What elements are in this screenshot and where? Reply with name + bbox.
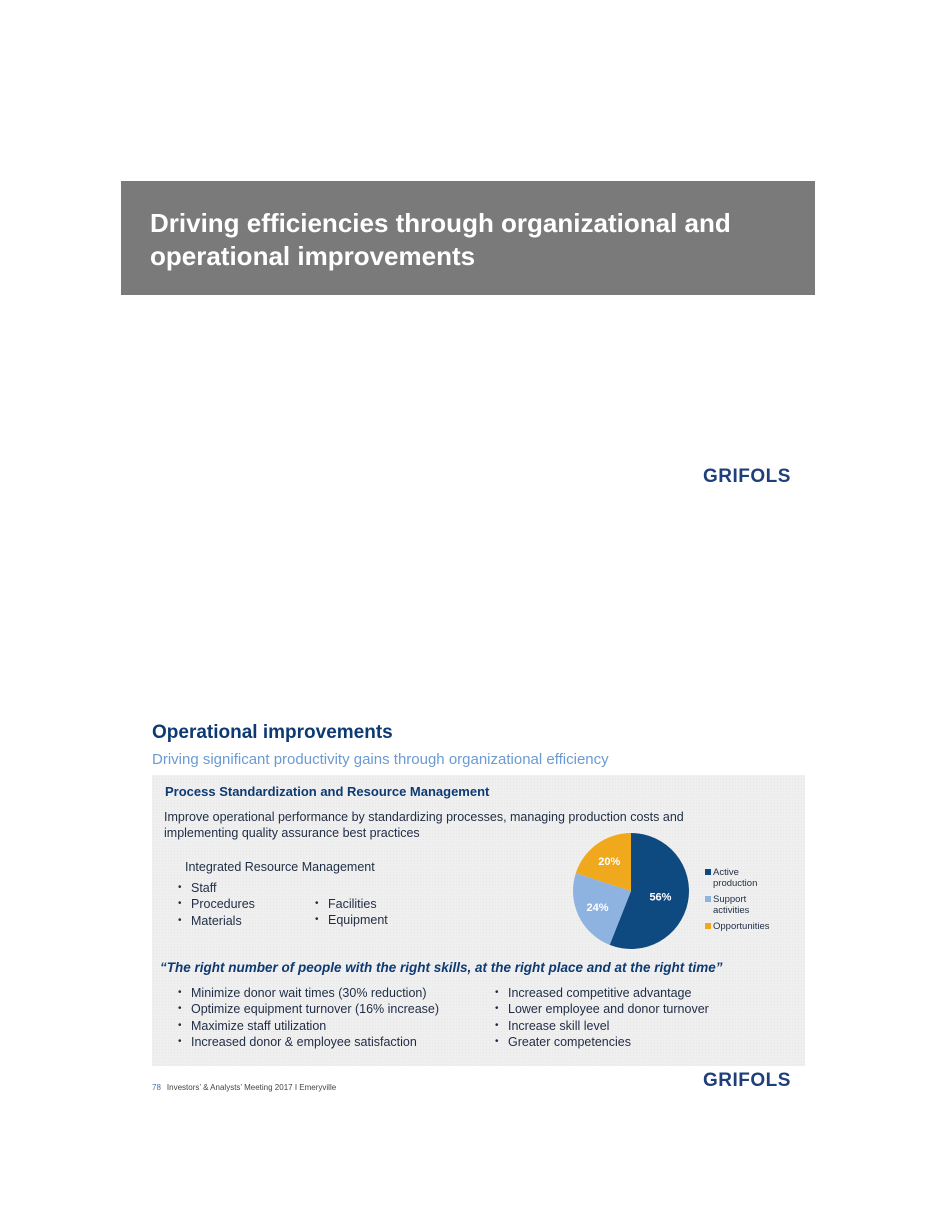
legend-item (705, 867, 783, 889)
legend-item (705, 894, 783, 916)
legend-label: Support activities (713, 894, 750, 916)
legend-swatch (705, 869, 711, 875)
footer (152, 1083, 336, 1092)
pie-data-label: 56% (649, 891, 672, 904)
legend-item (705, 921, 783, 932)
panel-description: Improve operational performance by standardizing processes, managing production costs and implementing quality assurance best practices (164, 810, 684, 840)
slide1-title-band (121, 181, 815, 295)
slide2-subtitle: Driving significant productivity gains through organizational efficiency (152, 751, 609, 768)
list-item: • Increase skill level (494, 1018, 709, 1034)
page-number: 78 (152, 1083, 161, 1092)
pie-chart (571, 831, 691, 951)
benefits-list-left (177, 985, 439, 1050)
list-item: • Equipment (314, 912, 388, 928)
legend-label: Opportunities (713, 921, 770, 932)
list-item: • Greater competencies (494, 1034, 709, 1050)
quote: “The right number of people with the right skills, at the right place and at the right time” (160, 960, 723, 975)
list-item: • Lower employee and donor turnover (494, 1001, 709, 1017)
list-item: • Maximize staff utilization (177, 1018, 439, 1034)
irm-list-right (314, 896, 388, 929)
panel-heading: Process Standardization and Resource Management (165, 784, 490, 799)
grifols-logo: GRIFOLS (703, 1070, 791, 1091)
slide2-title: Operational improvements (152, 722, 393, 743)
pie-data-label: 20% (598, 856, 621, 869)
slide1-title: Driving efficiencies through organizational and operational improvements (150, 208, 731, 271)
legend-swatch (705, 896, 711, 902)
list-item: • Staff (177, 880, 255, 896)
legend-swatch (705, 923, 711, 929)
list-item: • Increased competitive advantage (494, 985, 709, 1001)
list-item: • Materials (177, 913, 255, 929)
content-panel (152, 775, 805, 1066)
grifols-logo: GRIFOLS (703, 466, 791, 487)
irm-list-left (177, 880, 255, 929)
list-item: • Optimize equipment turnover (16% increase) (177, 1001, 439, 1017)
list-item: • Minimize donor wait times (30% reduction) (177, 985, 439, 1001)
footer-text: Investors’ & Analysts’ Meeting 2017 I Emeryville (166, 1083, 337, 1092)
pie-legend (705, 867, 783, 937)
irm-label: Integrated Resource Management (185, 860, 375, 874)
pie-data-label: 24% (586, 901, 609, 914)
legend-label: Active production (713, 867, 758, 889)
list-item: • Procedures (177, 896, 255, 912)
list-item: • Facilities (314, 896, 388, 912)
list-item: • Increased donor & employee satisfaction (177, 1034, 439, 1050)
benefits-list-right (494, 985, 709, 1050)
